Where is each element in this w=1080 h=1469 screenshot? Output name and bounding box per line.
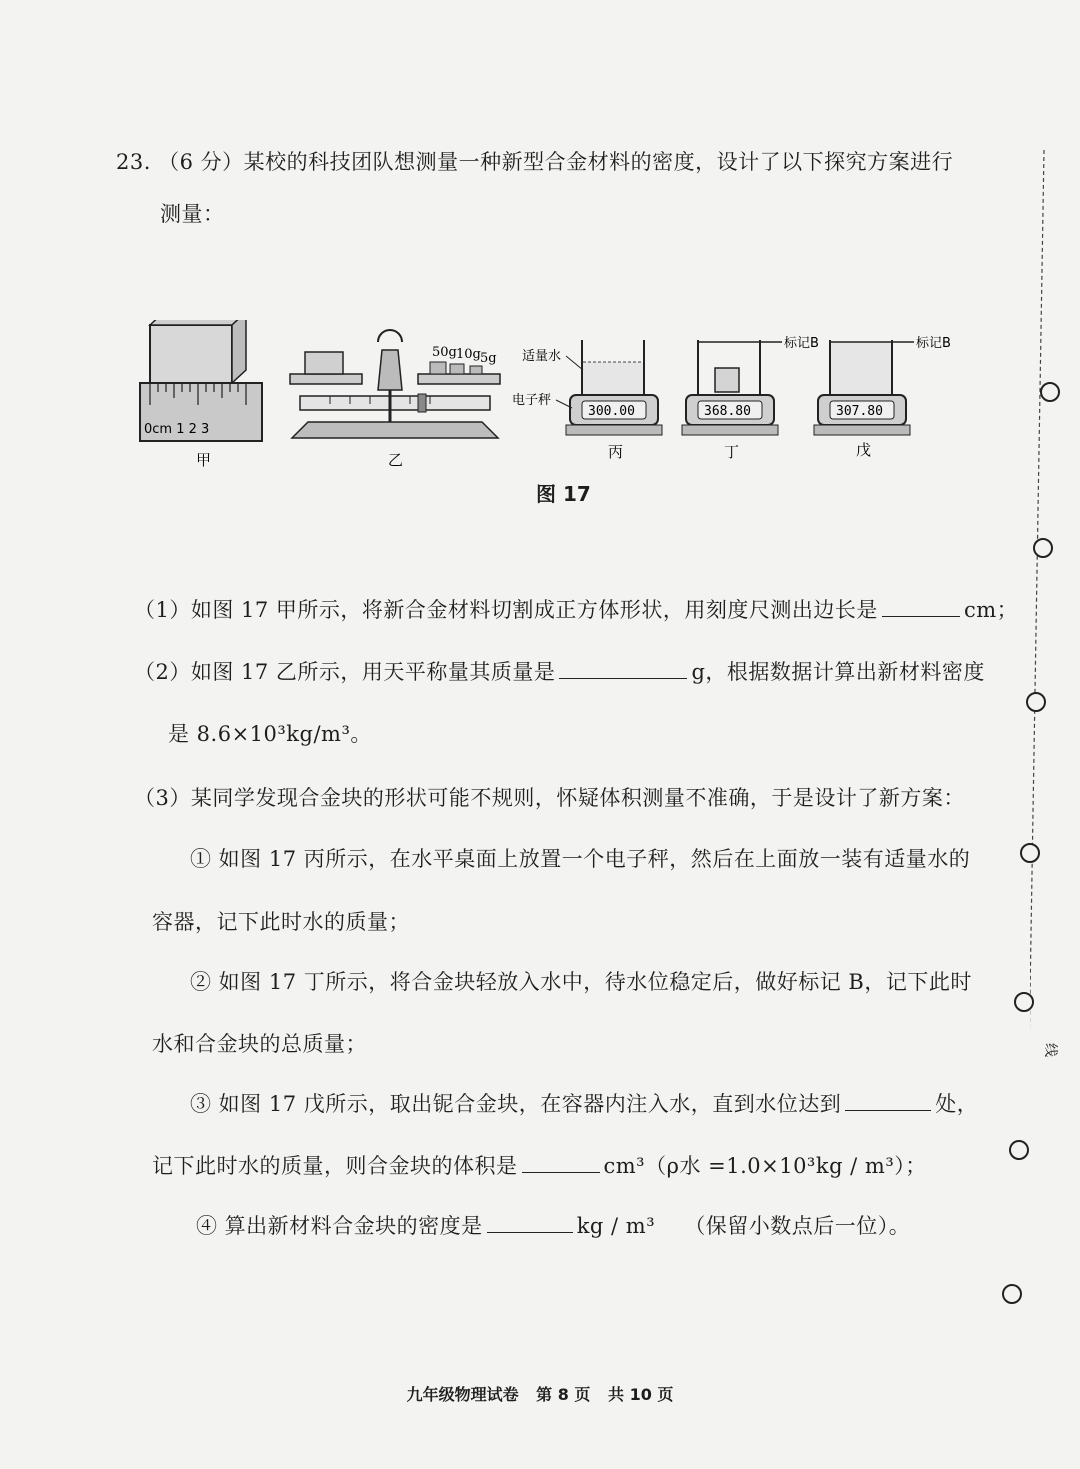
- weight-10g: 10g: [456, 347, 481, 362]
- label-jia: 甲: [196, 451, 212, 469]
- label-scale: 电子秤: [512, 393, 552, 408]
- label-mark-b1: 标记B: [784, 336, 819, 351]
- binding-line: [1030, 150, 1050, 1360]
- question-score: （6 分）: [158, 150, 244, 174]
- part-2-line2: 是 8.6×10³kg/m³。: [168, 722, 372, 746]
- part-1: [134, 594, 1018, 624]
- reading-bing: 300.00: [588, 404, 635, 419]
- part-3-intro: （3）某同学发现合金块的形状可能不规则，怀疑体积测量不准确，于是设计了新方案：: [134, 786, 965, 810]
- part-2-after: g，根据数据计算出新材料密度: [691, 660, 985, 684]
- binding-hole: [1009, 1140, 1029, 1160]
- binding-hole: [1040, 382, 1060, 402]
- figure-17: [130, 320, 970, 480]
- footer-total: 共 10 页: [608, 1385, 674, 1404]
- step-4: [196, 1210, 910, 1240]
- weight-50g: 50g: [432, 345, 457, 360]
- question-number: 23.: [116, 150, 151, 174]
- page-footer: [0, 1382, 1080, 1405]
- part-2-text: （2）如图 17 乙所示，用天平称量其质量是: [134, 660, 556, 684]
- binding-hole: [1002, 1284, 1022, 1304]
- step-2-line2: 水和合金块的总质量；: [152, 1032, 367, 1056]
- label-mark-b2: 标记B: [916, 336, 951, 351]
- step-4-note: （保留小数点后一位）。: [684, 1214, 911, 1238]
- label-yi: 乙: [388, 451, 404, 469]
- container-wu: [814, 340, 914, 435]
- binding-hole: [1026, 692, 1046, 712]
- step-1-line2: 容器，记下此时水的质量；: [152, 910, 410, 934]
- part-2: [134, 656, 985, 686]
- label-wu: 戊: [856, 441, 872, 459]
- container-ding: [682, 340, 782, 435]
- binding-hole: [1033, 538, 1053, 558]
- answer-blank-4[interactable]: [522, 1152, 600, 1173]
- ruler-scale: 0cm 1 2 3: [144, 422, 210, 437]
- step-1-line1: ① 如图 17 丙所示，在水平桌面上放置一个电子秤，然后在上面放一装有适量水的: [190, 847, 971, 871]
- step-4-unit: kg / m³: [576, 1214, 656, 1238]
- question-intro-line2: 测量：: [160, 202, 225, 226]
- step-3-line2-unit: cm³（ρ水 =1.0×10³kg / m³）；: [603, 1154, 927, 1178]
- step-3-after: 处，: [935, 1092, 979, 1116]
- label-bing: 丙: [608, 443, 624, 461]
- label-ding: 丁: [724, 443, 740, 461]
- cube-on-ruler: [140, 320, 262, 441]
- reading-ding: 368.80: [704, 404, 751, 419]
- step-3-line2: [152, 1150, 927, 1180]
- answer-blank-5[interactable]: [487, 1212, 573, 1233]
- step-3-text: ③ 如图 17 戊所示，取出铌合金块，在容器内注入水，直到水位达到: [190, 1092, 842, 1116]
- footer-page: 第 8 页: [536, 1385, 591, 1404]
- part-1-text: （1）如图 17 甲所示，将新合金材料切割成正方体形状，用刻度尺测出边长是: [134, 598, 878, 622]
- question-header: [116, 146, 953, 176]
- part-1-unit: cm；: [963, 598, 1019, 622]
- step-3-line2-text: 记下此时水的质量，则合金块的体积是: [152, 1154, 518, 1178]
- weight-5g: 5g: [480, 351, 497, 366]
- question-intro-line1: 某校的科技团队想测量一种新型合金材料的密度，设计了以下探究方案进行: [243, 150, 954, 174]
- binding-hole: [1014, 992, 1034, 1012]
- container-bing: [566, 340, 662, 435]
- answer-blank-2[interactable]: [559, 658, 687, 679]
- reading-wu: 307.80: [836, 404, 883, 419]
- binding-mark: 线: [1042, 1043, 1058, 1057]
- figure-caption: 图 17: [536, 482, 591, 506]
- binding-hole: [1020, 843, 1040, 863]
- step-2-line1: ② 如图 17 丁所示，将合金块轻放入水中，待水位稳定后，做好标记 B，记下此时: [190, 970, 972, 994]
- step-4-text: ④ 算出新材料合金块的密度是: [196, 1214, 483, 1238]
- label-water: 适量水: [522, 349, 562, 364]
- answer-blank-3[interactable]: [845, 1090, 931, 1111]
- answer-blank-1[interactable]: [882, 596, 960, 617]
- step-3-line1: [190, 1088, 978, 1118]
- footer-title: 九年级物理试卷: [406, 1385, 519, 1404]
